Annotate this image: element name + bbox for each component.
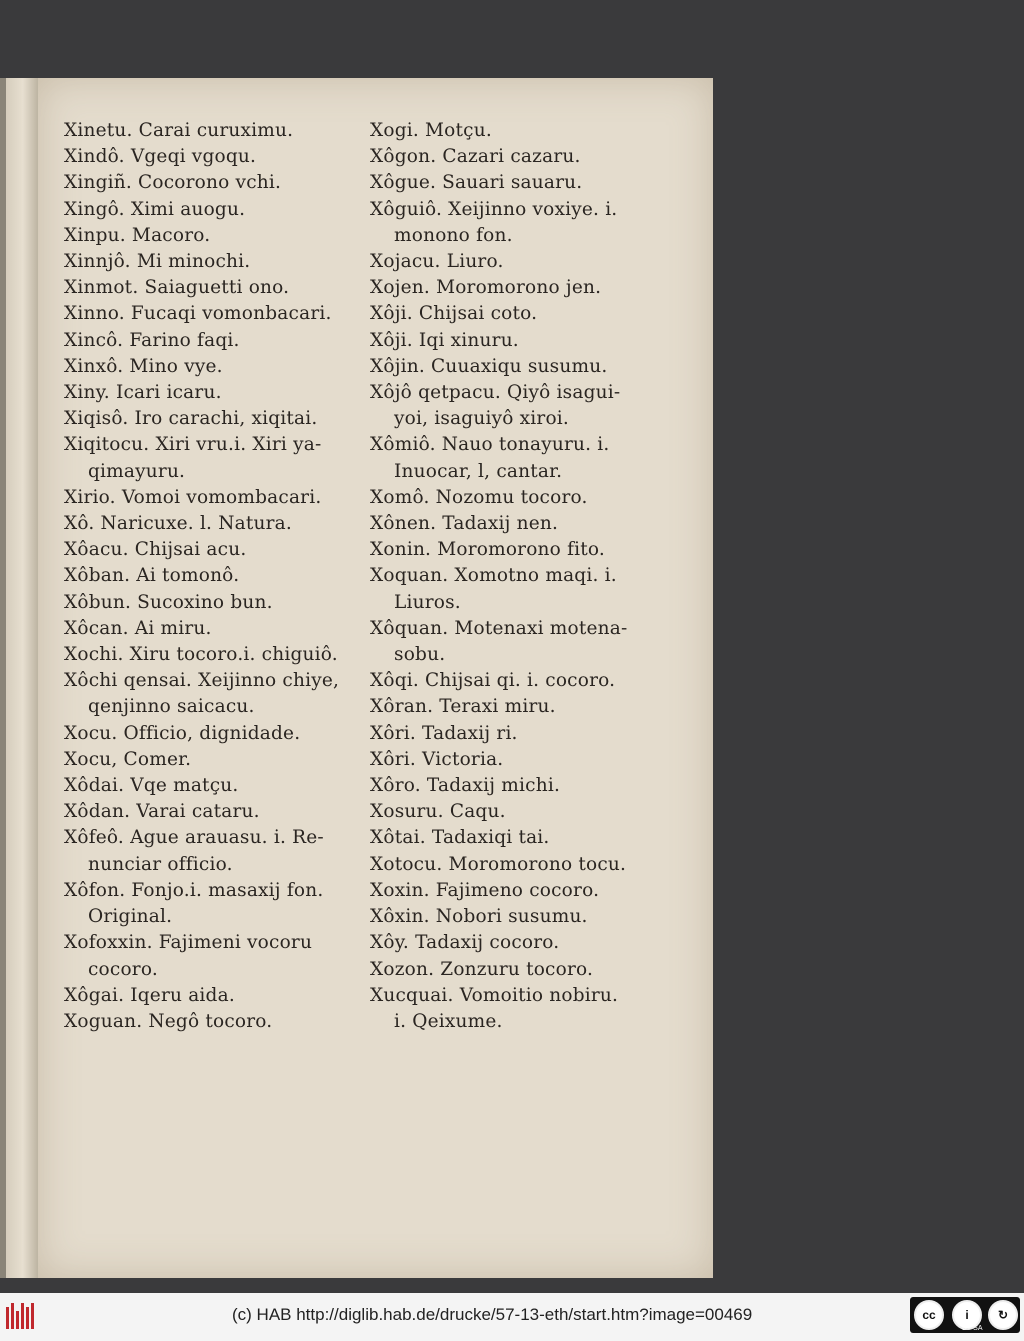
entry-line: Xincô. Farino faqi.	[64, 329, 240, 351]
dictionary-entry	[370, 957, 700, 983]
entry-line: Xinxô. Mino vye.	[64, 355, 223, 377]
dictionary-entry	[64, 485, 384, 511]
binding-strip	[0, 78, 6, 1278]
dictionary-entry	[370, 852, 700, 878]
entry-continuation: sobu.	[394, 644, 446, 666]
entry-line: Xôy. Tadaxij cocoro.	[370, 932, 560, 954]
dictionary-entry	[370, 354, 700, 380]
entry-line: Xônen. Tadaxij nen.	[370, 513, 559, 535]
dictionary-entry	[370, 563, 700, 615]
entry-line: Xojacu. Liuro.	[370, 251, 504, 273]
dictionary-entry	[64, 328, 384, 354]
dictionary-entry	[64, 1009, 384, 1035]
entry-line: Xôjin. Cuuaxiqu susumu.	[370, 355, 608, 377]
entry-line: Xiqisô. Iro carachi, xiqitai.	[64, 408, 318, 430]
dictionary-entry	[370, 432, 700, 484]
entry-line: Xosuru. Caqu.	[370, 801, 506, 823]
entry-continuation: Original.	[88, 906, 173, 928]
entry-continuation: Liuros.	[394, 591, 461, 613]
entry-line: Xôjô qetpacu. Qiyô isagui-	[370, 382, 621, 404]
entry-line: Xôfon. Fonjo.i. masaxij fon.	[64, 879, 324, 901]
dictionary-entry	[64, 275, 384, 301]
cc-icon: cc	[914, 1300, 944, 1330]
dictionary-entry	[370, 511, 700, 537]
entry-line: Xôban. Ai tomonô.	[64, 565, 240, 587]
entry-line: Xoquan. Xomotno maqi. i.	[370, 565, 617, 587]
entry-line: Xôgai. Iqeru aida.	[64, 984, 235, 1006]
dictionary-entry	[64, 825, 384, 877]
sa-icon: ↻	[988, 1300, 1018, 1330]
dictionary-entry	[370, 668, 700, 694]
entry-continuation: monono fon.	[394, 224, 513, 246]
dictionary-entry	[64, 616, 384, 642]
entry-line: Xôgon. Cazari cazaru.	[370, 146, 581, 168]
entry-line: Xirio. Vomoi vomombacari.	[64, 486, 322, 508]
entry-line: Xômiô. Nauo tonayuru. i.	[370, 434, 610, 456]
entry-line: Xocu. Officio, dignidade.	[64, 722, 301, 744]
entry-line: Xindô. Vgeqi vgoqu.	[64, 146, 257, 168]
entry-line: Xôtai. Tadaxiqi tai.	[370, 827, 550, 849]
dictionary-entry	[64, 144, 384, 170]
dictionary-entry	[370, 328, 700, 354]
dictionary-entry	[64, 380, 384, 406]
entry-continuation: cocoro.	[88, 958, 158, 980]
entry-line: Xô. Naricuxe. l. Natura.	[64, 513, 292, 535]
entry-line: Xôqi. Chijsai qi. i. cocoro.	[370, 670, 616, 692]
entry-line: Xôdai. Vqe matçu.	[64, 775, 239, 797]
dictionary-entry	[64, 537, 384, 563]
dictionary-entry	[64, 642, 384, 668]
entry-continuation: yoi, isaguiyô xiroi.	[394, 408, 569, 430]
hab-logo-icon	[6, 1299, 40, 1329]
entry-continuation: Inuocar, l, cantar.	[394, 460, 563, 482]
dictionary-entry	[370, 983, 700, 1035]
dictionary-entry	[370, 747, 700, 773]
entry-line: Xôri. Tadaxij ri.	[370, 722, 518, 744]
dictionary-entry	[370, 721, 700, 747]
dictionary-entry	[64, 432, 384, 484]
dictionary-entry	[64, 354, 384, 380]
entry-continuation: nunciar officio.	[88, 853, 233, 875]
dictionary-entry	[370, 170, 700, 196]
entry-line: Xôcan. Ai miru.	[64, 617, 212, 639]
entry-line: Xôran. Teraxi miru.	[370, 696, 556, 718]
entry-line: Xochi. Xiru tocoro.i. chiguiô.	[64, 644, 338, 666]
dictionary-entry	[64, 930, 384, 982]
dictionary-entry	[64, 511, 384, 537]
entry-line: Xôri. Victoria.	[370, 748, 504, 770]
dictionary-entry	[64, 668, 384, 720]
dictionary-entry	[64, 878, 384, 930]
dictionary-entry	[64, 747, 384, 773]
left-page-edge	[0, 78, 38, 1278]
dictionary-entry	[64, 197, 384, 223]
dictionary-entry	[370, 537, 700, 563]
entry-line: Xucquai. Vomoitio nobiru.	[370, 984, 619, 1006]
dictionary-entry	[370, 799, 700, 825]
dictionary-entry	[64, 249, 384, 275]
entry-line: Xingô. Ximi auogu.	[64, 198, 246, 220]
dictionary-entry	[370, 485, 700, 511]
by-icon: i	[952, 1300, 982, 1330]
entry-line: Xoguan. Negô tocoro.	[64, 1010, 273, 1032]
dictionary-entry	[370, 249, 700, 275]
entry-line: Xojen. Moromorono jen.	[370, 277, 602, 299]
footer-bar	[0, 1293, 1024, 1341]
entry-line: Xôchi qensai. Xeijinno chiye,	[64, 670, 340, 692]
dictionary-entry	[370, 275, 700, 301]
entry-line: Xingiñ. Cocorono vchi.	[64, 172, 282, 194]
entry-line: Xôguiô. Xeijinno voxiye. i.	[370, 198, 618, 220]
dictionary-entry	[370, 118, 700, 144]
entry-line: Xôacu. Chijsai acu.	[64, 539, 247, 561]
dictionary-entry	[64, 170, 384, 196]
entry-line: Xôgue. Sauari sauaru.	[370, 172, 583, 194]
dictionary-entry	[370, 380, 700, 432]
dictionary-entry	[370, 878, 700, 904]
entry-line: Xôro. Tadaxij michi.	[370, 775, 561, 797]
right-column	[370, 118, 700, 1035]
entry-continuation: i. Qeixume.	[394, 1010, 503, 1032]
dictionary-entry	[370, 616, 700, 668]
dictionary-entry	[64, 223, 384, 249]
entry-line: Xozon. Zonzuru tocoro.	[370, 958, 594, 980]
entry-line: Xinpu. Macoro.	[64, 224, 211, 246]
attribution-text: (c) HAB http://diglib.hab.de/drucke/57-13-eth/start.htm?image=00469	[232, 1305, 753, 1324]
dictionary-entry	[370, 197, 700, 249]
entry-continuation: qenjinno saicacu.	[88, 696, 255, 718]
entry-line: Xinno. Fucaqi vomonbacari.	[64, 303, 332, 325]
dictionary-entry	[64, 721, 384, 747]
entry-line: Xôquan. Motenaxi motena-	[370, 617, 628, 639]
entry-line: Xôji. Chijsai coto.	[370, 303, 538, 325]
dictionary-entry	[370, 930, 700, 956]
entry-line: Xofoxxin. Fajimeni vocoru	[64, 932, 313, 954]
entry-line: Xinetu. Carai curuximu.	[64, 120, 294, 141]
entry-line: Xomô. Nozomu tocoro.	[370, 486, 588, 508]
license-label: BY SA	[962, 1325, 983, 1332]
dictionary-entry	[64, 799, 384, 825]
entry-line: Xocu, Comer.	[64, 748, 192, 770]
dictionary-entry	[64, 118, 384, 144]
dictionary-entry	[370, 301, 700, 327]
dictionary-entry	[370, 694, 700, 720]
dictionary-entry	[64, 983, 384, 1009]
dictionary-entry	[370, 825, 700, 851]
dictionary-entry	[64, 590, 384, 616]
entry-line: Xôfeô. Ague arauasu. i. Re-	[64, 827, 324, 849]
dictionary-entry	[64, 406, 384, 432]
entry-line: Xogi. Motçu.	[370, 120, 492, 141]
book-page	[38, 78, 713, 1278]
entry-line: Xiny. Icari icaru.	[64, 382, 222, 404]
entry-line: Xonin. Moromorono fito.	[370, 539, 605, 561]
entry-line: Xiqitocu. Xiri vru.i. Xiri ya-	[64, 434, 322, 456]
dictionary-entry	[370, 773, 700, 799]
dictionary-entry	[64, 773, 384, 799]
entry-continuation: qimayuru.	[88, 460, 186, 482]
dictionary-entry	[370, 144, 700, 170]
entry-line: Xoxin. Fajimeno cocoro.	[370, 879, 600, 901]
dictionary-entry	[370, 904, 700, 930]
dictionary-entry	[64, 301, 384, 327]
entry-line: Xôxin. Nobori susumu.	[370, 906, 588, 928]
entry-line: Xotocu. Moromorono tocu.	[370, 853, 627, 875]
entry-line: Xinmot. Saiaguetti ono.	[64, 277, 290, 299]
entry-line: Xôji. Iqi xinuru.	[370, 329, 519, 351]
entry-line: Xôbun. Sucoxino bun.	[64, 591, 273, 613]
entry-line: Xôdan. Varai cataru.	[64, 801, 260, 823]
entry-line: Xinnjô. Mi minochi.	[64, 251, 251, 273]
cc-license-badge[interactable]	[910, 1297, 1020, 1333]
dictionary-entry	[64, 563, 384, 589]
left-column	[64, 118, 384, 1035]
